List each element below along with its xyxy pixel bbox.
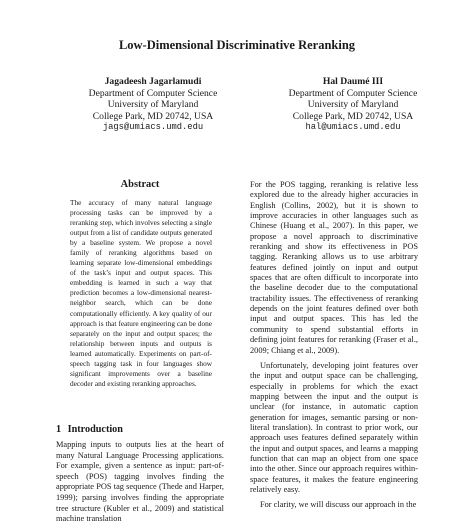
abstract-text: The accuracy of many natural language processing tasks can be improved by a reranking step, which involves selecting a single output from a list of candidate outputs generated by a baseline system. We propose a novel family of reranking algorithms based on learning separate low-dimensional embeddings of the task’s input and output spaces. This embedding is learned in such a way that prediction becomes a low-dimensional nearest-neighbor search, which can be done computationally efficiently. A key quality of our approach is that feature engineering can be done separately on the input and output spaces; the relationship between inputs and outputs is learned automatically. Experiments on part-of-speech tagging task in four languages show significant improvements over a baseline decoder and existing reranking approaches. [70, 198, 212, 388]
author-address: College Park, MD 20742, USA [292, 110, 414, 122]
body-paragraph: For clarity, we will discuss our approach in the [260, 500, 417, 510]
right-column [250, 180, 418, 511]
author-address: College Park, MD 20742, USA [92, 110, 214, 122]
author-block-1 [62, 76, 244, 134]
author-university: University of Maryland [107, 99, 199, 111]
section-heading-introduction: 1 Introduction [56, 424, 123, 435]
author-email: hal@umiacs.umd.edu [305, 122, 401, 133]
abstract-heading: Abstract [120, 179, 160, 190]
author-university: University of Maryland [307, 99, 399, 111]
author-name: Jagadeesh Jagarlamudi [104, 76, 202, 87]
author-block-2 [262, 76, 444, 134]
author-name: Hal Daumé III [322, 76, 384, 87]
author-email: jags@umiacs.umd.edu [102, 122, 204, 133]
paper-title: Low-Dimensional Discriminative Reranking [118, 38, 356, 52]
author-department: Department of Computer Science [288, 87, 418, 99]
introduction-text: Mapping inputs to outputs lies at the heart of many Natural Language Processing applications. For example, given a sentence as input: part-of-speech (POS) tagging involves finding the appropriate POS tag sequence (Thede and Harper, 1999); parsing involves finding the appropriate tree structure (Kubler et al., 2009) and statistical machine translation [56, 440, 224, 524]
body-paragraph: Unfortunately, developing joint features over the input and output space can be challenging, especially in problems for which the exact mapping between the input and the output is unclear (for instance, in automatic caption generation for images, semantic parsing or non-literal translation). In contrast to prior work, our approach uses features defined separately within the input and output spaces, and learns a mapping function that can map an object from one space into the other. Since our approach requires within-space features, it makes the feature engineering relatively easy. [250, 360, 418, 494]
body-paragraph: For the POS tagging, reranking is relative less explored due to the already higher accuracies in English (Collins, 2002), but it is shown to improve accuracies in other languages such as Chinese (Huang et al., 2007). In this paper, we propose a novel approach to discriminative reranking and show its effectiveness in POS tagging. Reranking allows us to use arbitrary features defined jointly on input and output spaces that are often difficult to incorporate into the baseline decoder due to the computational tractability issues. The effectiveness of reranking depends on the joint features defined over both input and output spaces. This has led the community to spend substantial efforts in defining joint features for reranking (Fraser et al., 2009; Chiang et al., 2009). [250, 180, 418, 355]
author-department: Department of Computer Science [88, 87, 218, 99]
